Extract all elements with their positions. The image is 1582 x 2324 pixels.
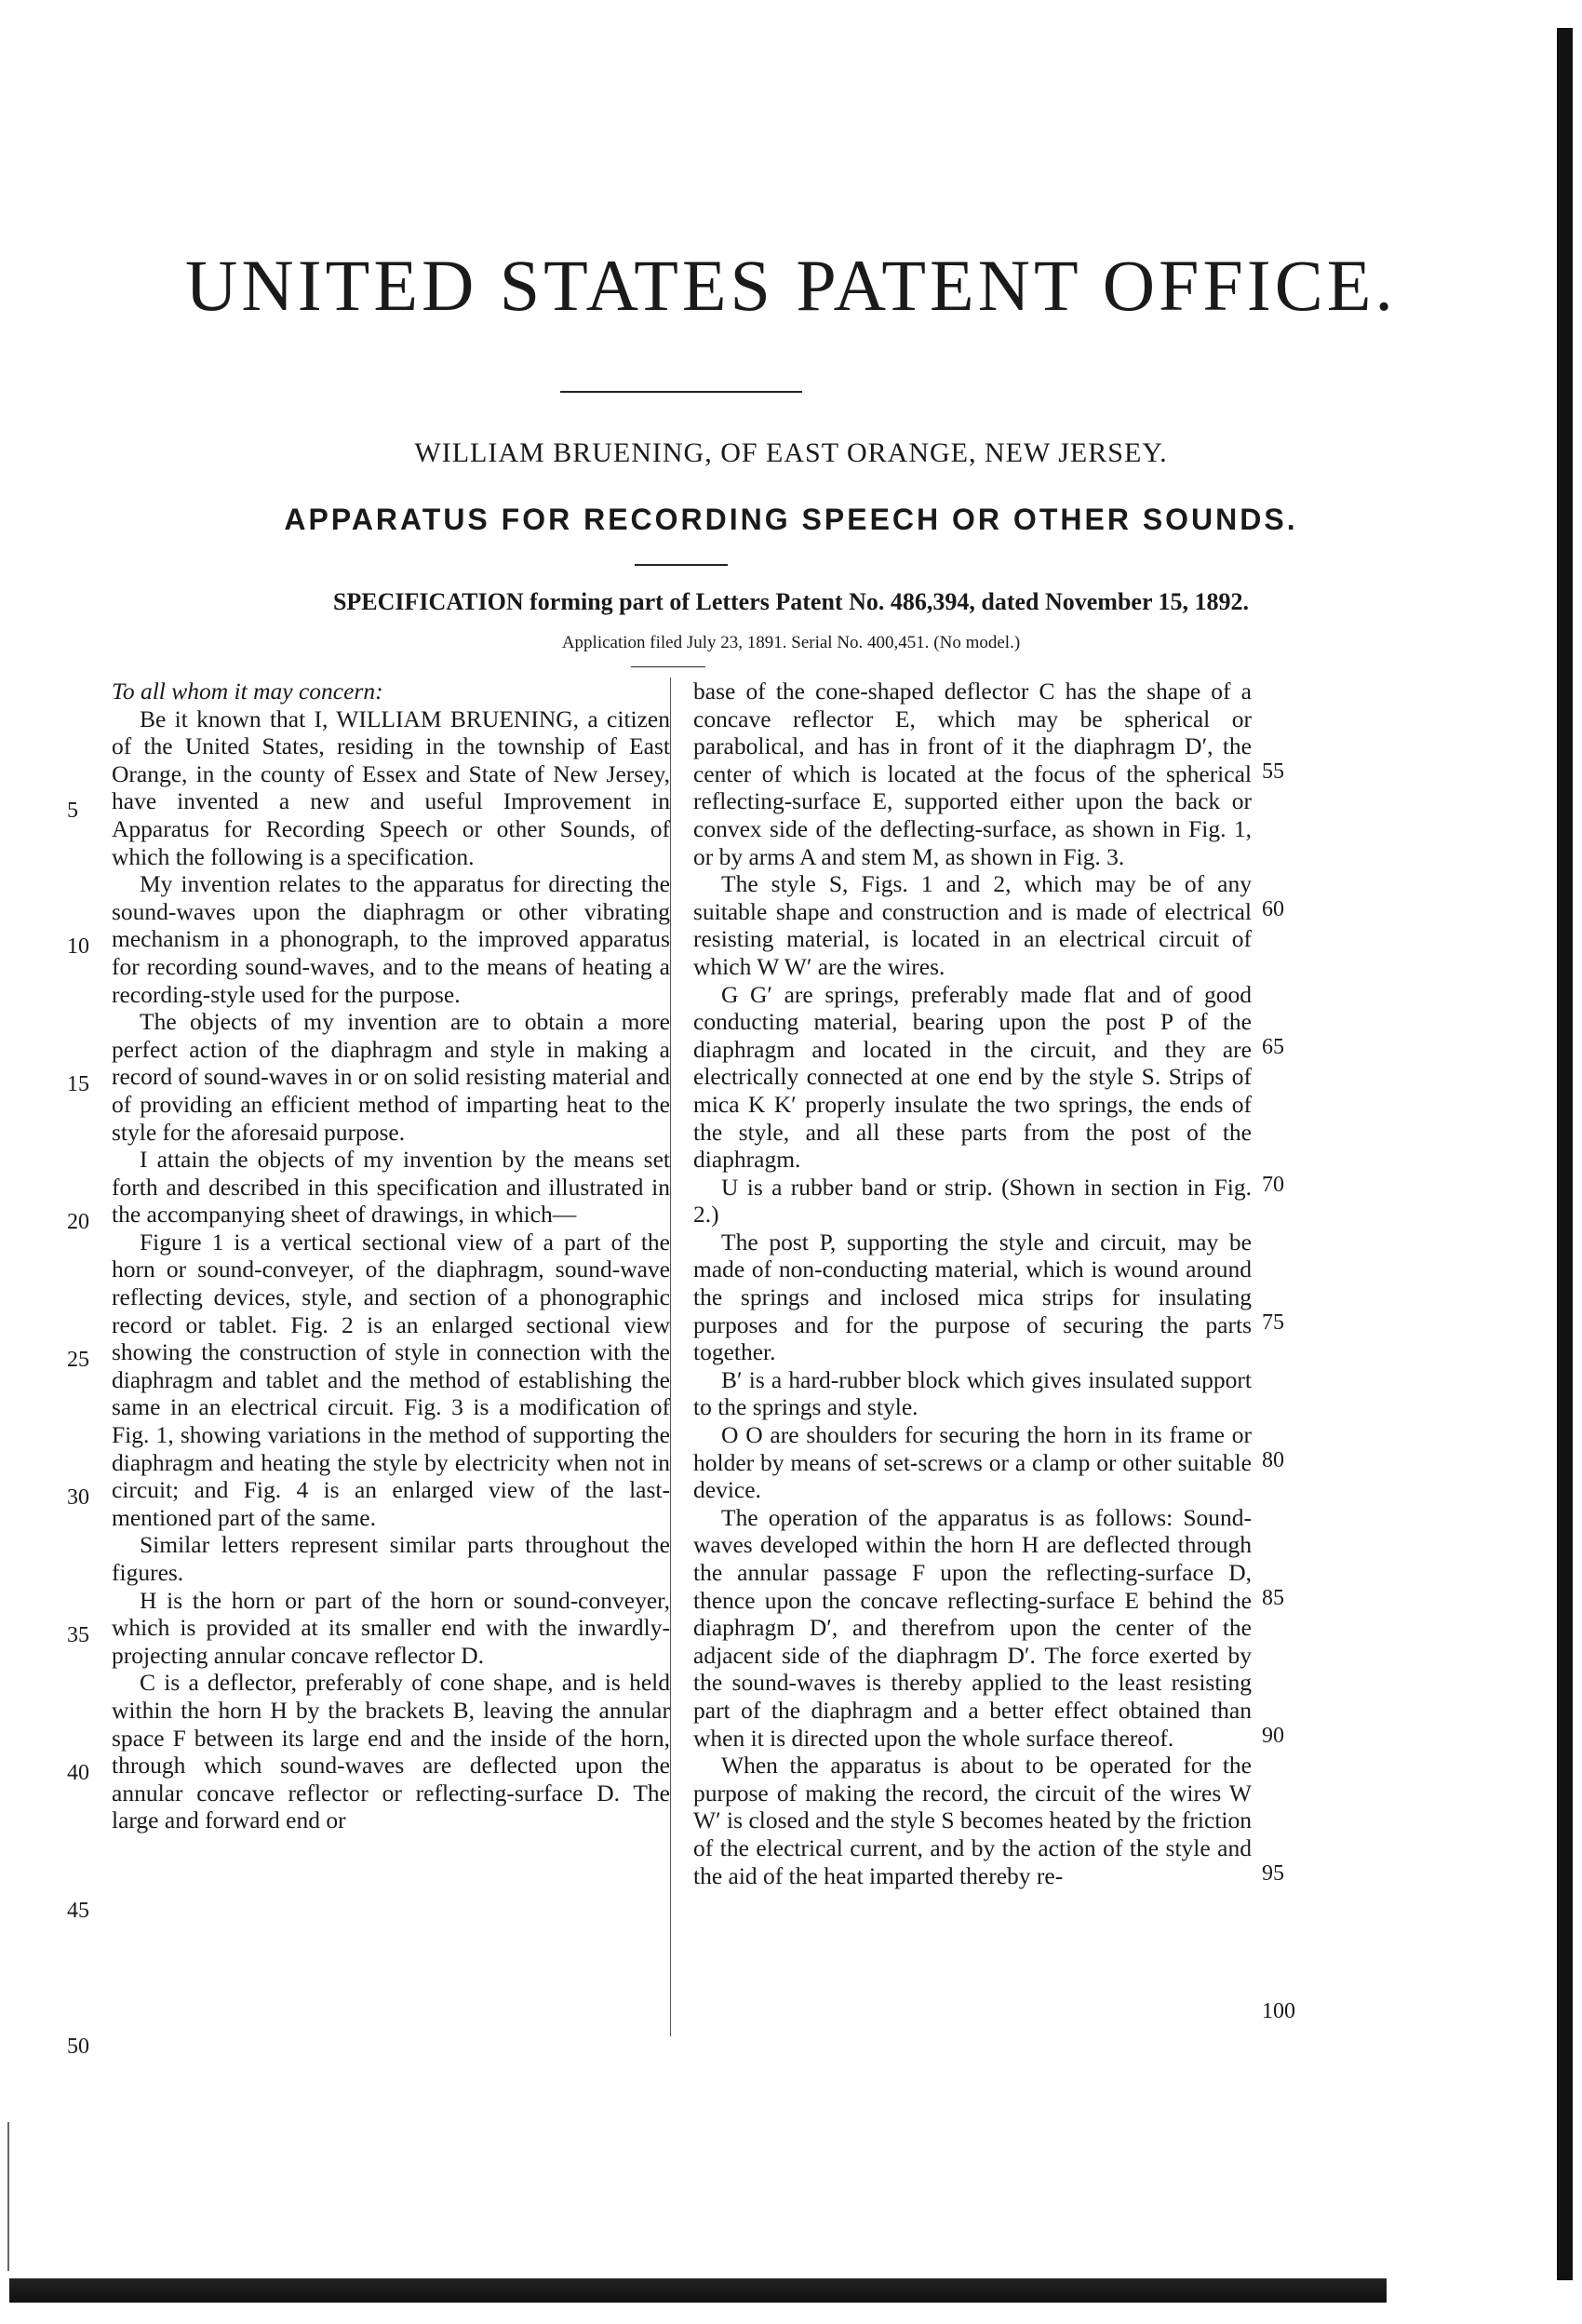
line-number: 20: [67, 1210, 89, 1234]
line-number: 10: [67, 934, 89, 959]
paragraph: Be it known that I, WILLIAM BRUENING, a citizen of the United States, residing in the township of East Orange, in the county of Essex and State of New Jersey, have invented a new and useful Improvement in Apparatus for Recording Speech or other Sounds, of which the following is a specification.: [112, 705, 670, 870]
paragraph: H is the horn or part of the horn or sound-conveyer, which is provided at its smaller end with the inwardly-projecting annular concave reflector D.: [112, 1586, 670, 1669]
line-number: 25: [67, 1348, 89, 1372]
title-rule: [560, 391, 802, 393]
line-number: 50: [67, 2035, 89, 2059]
line-number: 95: [1262, 1861, 1284, 1886]
paragraph: C is a deflector, preferably of cone shape, and is held within the horn H by the brackets B, leaving the annular space F between its large end and the inside of the horn, through which sound-waves are deflected upon the annular concave reflector or reflecting-surface D. The large and forward end or: [112, 1669, 670, 1834]
line-number: 80: [1262, 1448, 1284, 1472]
paragraph: When the apparatus is about to be operated for the purpose of making the record, the circuit of the wires W W′ is closed and the style S becomes heated by the friction of the electrical current, and by the action of the style and the aid of the heat imparted thereby re-: [693, 1752, 1252, 1889]
paragraph: The operation of the apparatus is as follows: Sound-waves developed within the horn H are deflected through the annular passage F upon the reflecting-surface D, thence upon the concave reflecting-surface E behind the diaphragm D′, and therefrom upon the center of the adjacent side of the diaphragm D′. The force exerted by the sound-waves is thereby applied to the least resisting part of the diaphragm and a better effect obtained than when it is directed upon the whole surface thereof.: [693, 1503, 1252, 1752]
line-number: 60: [1262, 897, 1284, 921]
invention-title: APPARATUS FOR RECORDING SPEECH OR OTHER SOUNDS.: [284, 503, 1298, 536]
paragraph-continued: base of the cone-shaped deflector C has the shape of a concave reflector E, which may be spherical or parabolical, and has in front of it the diaphragm D′, the center of which is located at the focus of the spherical reflecting-surface E, supported either upon the back or convex side of the deflecting-surface, as shown in Fig. 1, or by arms A and stem M, as shown in Fig. 3.: [693, 678, 1252, 870]
right-column: [693, 678, 1252, 1889]
scan-edge-bottom: [9, 2278, 1387, 2303]
application-line: Application filed July 23, 1891. Serial No. 400,451. (No model.): [561, 633, 1021, 652]
line-number: 15: [67, 1072, 89, 1096]
application-rule: [631, 666, 705, 667]
line-number: 35: [67, 1623, 89, 1647]
specification-line: SPECIFICATION forming part of Letters Patent No. 486,394, dated November 15, 1892.: [332, 588, 1250, 615]
paragraph: I attain the objects of my invention by the means set forth and described in this specification and illustrated in the accompanying sheet of drawings, in which—: [112, 1146, 670, 1229]
paragraph: The style S, Figs. 1 and 2, which may be of any suitable shape and construction and is made of electrical resisting material, is located in an electrical circuit of which W W′ are the wires.: [693, 870, 1252, 980]
line-number: 90: [1262, 1724, 1284, 1748]
paragraph: The objects of my invention are to obtain a more perfect action of the diaphragm and style in making a record of sound-waves in or on solid resisting material and of providing an efficient method of imparting heat to the style for the aforesaid purpose.: [112, 1008, 670, 1146]
scan-edge-left: [7, 2122, 9, 2271]
line-number: 45: [67, 1899, 89, 1923]
scan-edge-right: [1557, 28, 1573, 2280]
line-number: 55: [1262, 759, 1284, 784]
paragraph: O O are shoulders for securing the horn in its frame or holder by means of set-screws or a clamp or other suitable device.: [693, 1421, 1252, 1504]
paragraph: Similar letters represent similar parts throughout the figures.: [112, 1531, 670, 1586]
paragraph: My invention relates to the apparatus for directing the sound-waves upon the diaphragm or other vibrating mechanism in a phonograph, to the improved apparatus for recording sound-waves, and to the means of heating a recording-style used for the purpose.: [112, 870, 670, 1008]
line-number: 100: [1262, 1999, 1295, 2023]
paragraph: U is a rubber band or strip. (Shown in section in Fig. 2.): [693, 1173, 1252, 1229]
office-title: UNITED STATES PATENT OFFICE.: [185, 245, 1397, 326]
line-number: 5: [67, 799, 78, 823]
line-number: 70: [1262, 1173, 1284, 1197]
salutation: To all whom it may concern:: [112, 678, 383, 705]
line-number: 40: [67, 1761, 89, 1785]
left-column: [112, 678, 670, 1834]
line-number: 65: [1262, 1035, 1284, 1059]
paragraph: B′ is a hard-rubber block which gives insulated support to the springs and style.: [693, 1365, 1252, 1421]
invention-rule: [635, 564, 728, 566]
column-divider: [670, 678, 671, 2036]
paragraph: The post P, supporting the style and circuit, may be made of non-conducting material, which is wound around the springs and inclosed mica strips for insulating purposes and for the purpose of securing the parts together.: [693, 1228, 1252, 1366]
line-number: 85: [1262, 1586, 1284, 1610]
paragraph: G G′ are springs, preferably made flat and of good conducting material, bearing upon the post P of the diaphragm and located in the circuit, and they are electrically connected at one end by the style S. Strips of mica K K′ properly insulate the two springs, the ends of the style, and all these parts from the post of the diaphragm.: [693, 980, 1252, 1174]
line-number: 30: [67, 1485, 89, 1510]
paragraph: Figure 1 is a vertical sectional view of a part of the horn or sound-conveyer, of the diaphragm, sound-wave reflecting devices, style, and section of a phonographic record or tablet. Fig. 2 is an enlarged sectional view showing the construction of style in connection with the diaphragm and tablet and the method of establishing the same in an electrical circuit. Fig. 3 is a modification of Fig. 1, showing variations in the method of supporting the diaphragm and heating the style by electricity when not in circuit; and Fig. 4 is an enlarged view of the last-mentioned part of the same.: [112, 1228, 670, 1531]
line-number: 75: [1262, 1310, 1284, 1335]
inventor-line: WILLIAM BRUENING, OF EAST ORANGE, NEW JERSEY.: [414, 437, 1168, 468]
